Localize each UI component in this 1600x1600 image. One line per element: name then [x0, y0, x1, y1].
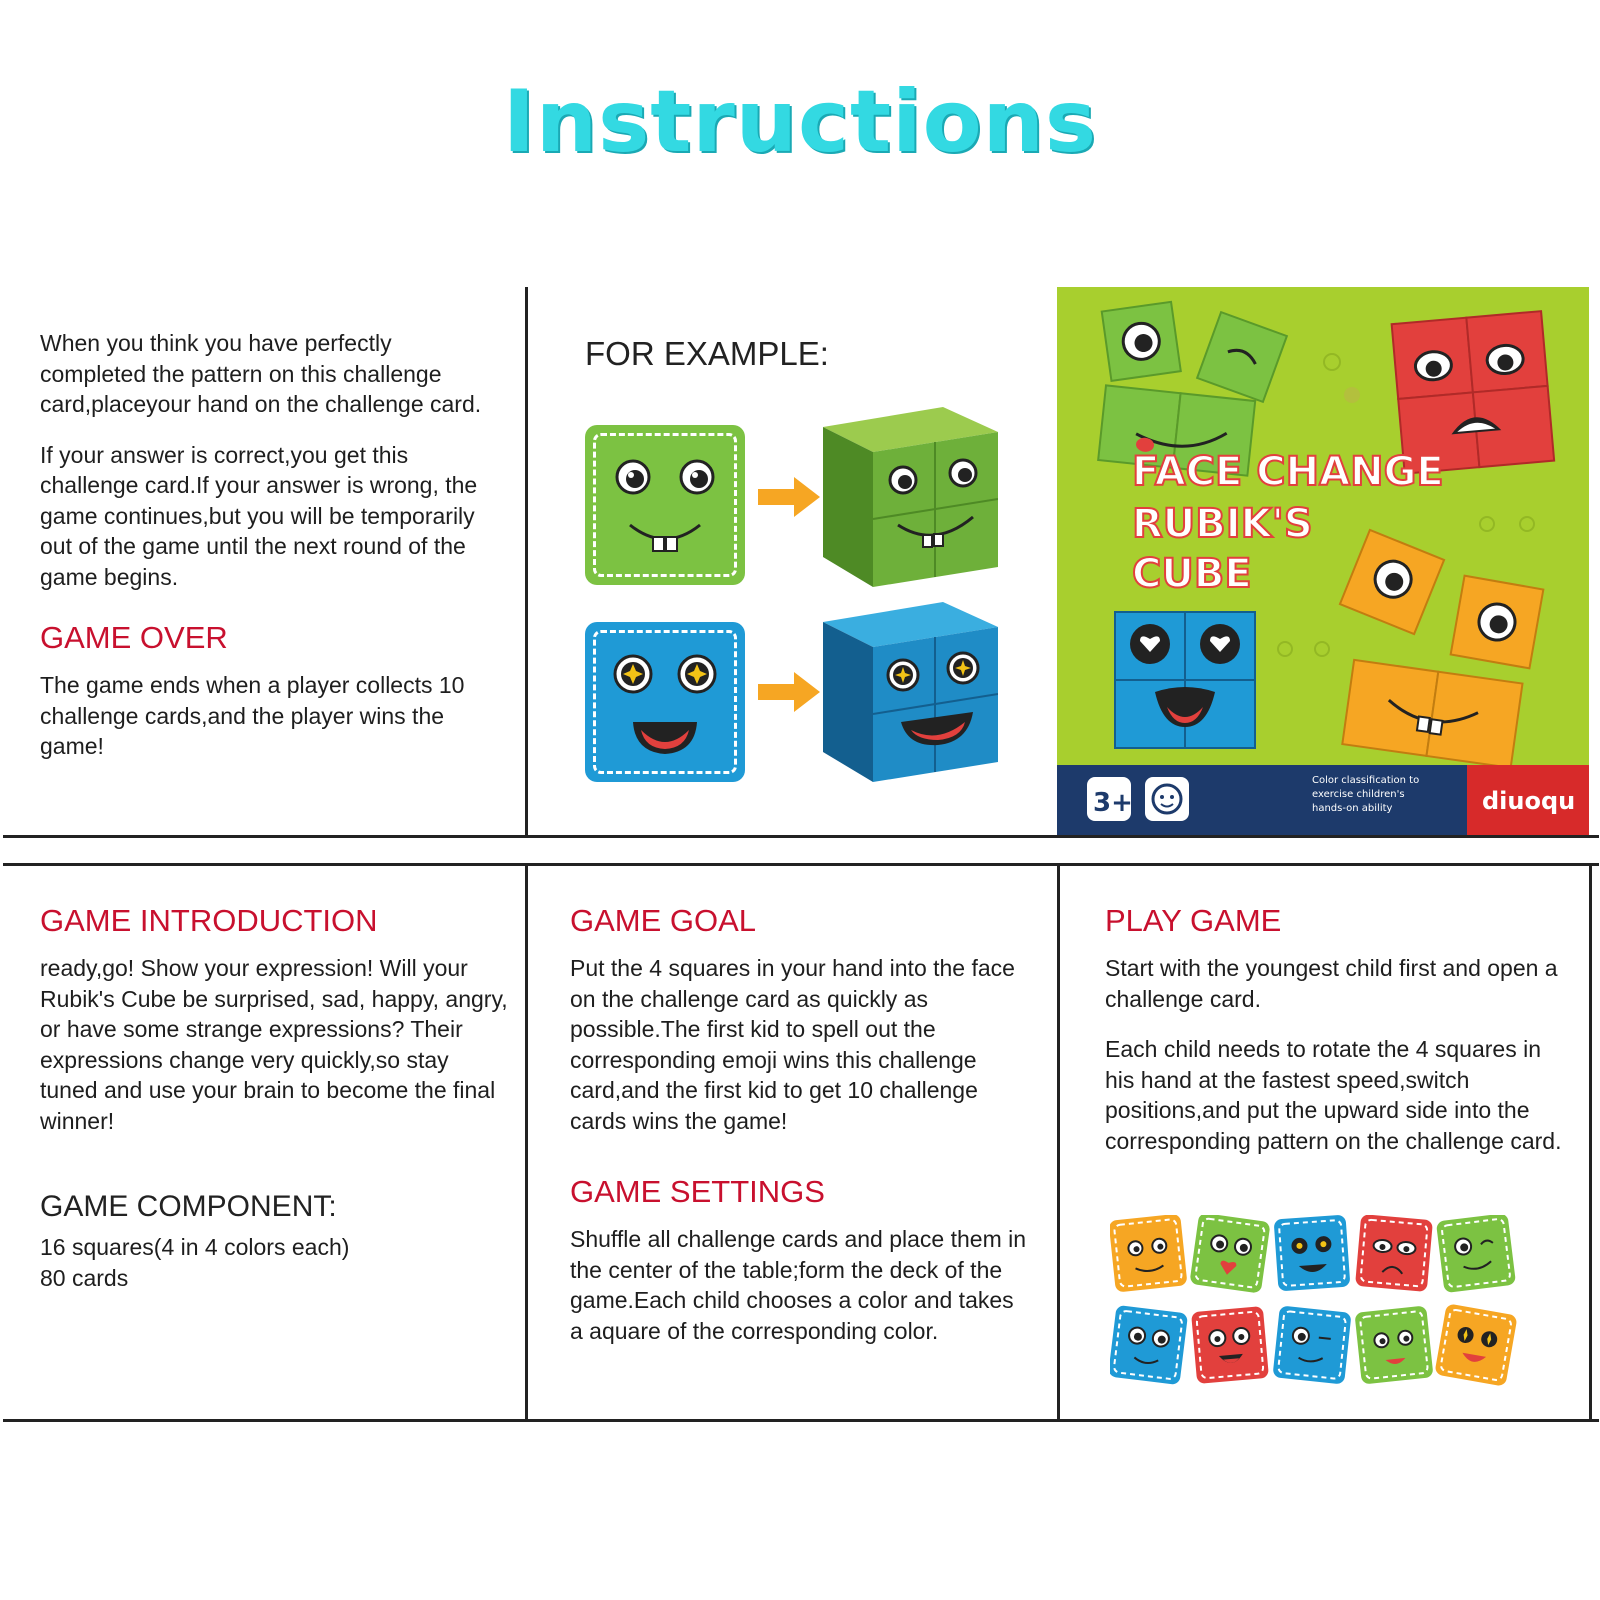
game-goal-heading: GAME GOAL [570, 903, 757, 938]
play-game-paragraph-2: Each child needs to rotate the 4 squares in his hand at the fastest speed,switch positions,and put the upward side into the corresponding pattern on the challenge card. [1105, 1036, 1562, 1154]
example-panel [528, 287, 1056, 835]
divider-bottom-edge [1589, 863, 1592, 1421]
game-introduction-text: ready,go! Show your expression! Will your Rubik's Cube be surprised, sad, happy, angry, or have some strange expressions? Their expressions change very quickly,so stay tuned and use your brain to become the final winner! [40, 955, 508, 1134]
rules-paragraph-1: When you think you have perfectly completed the pattern on this challenge card,placeyour hand on the challenge card. [40, 330, 482, 417]
arrow-right-icon [758, 672, 820, 712]
green-cube [823, 407, 998, 587]
green-challenge-card [585, 425, 745, 585]
face-squares-collection [1110, 1215, 1530, 1390]
page-title: Instructions [502, 72, 1098, 172]
box-title-line-3: CUBE [1132, 551, 1252, 597]
box-artwork [1057, 287, 1589, 835]
game-settings-text: Shuffle all challenge cards and place them in the center of the table;form the deck of the game.Each child chooses a color and takes a aquare of the corresponding color. [570, 1226, 1027, 1344]
divider-bottom-top [3, 863, 1599, 866]
intro-panel [40, 903, 510, 1293]
play-game-heading: PLAY GAME [1105, 903, 1282, 938]
game-component-heading: GAME COMPONENT: [40, 1190, 337, 1223]
game-settings-heading: GAME SETTINGS [570, 1174, 825, 1209]
divider-bottom-bottom [3, 1419, 1599, 1422]
goal-panel [570, 903, 1030, 1366]
rules-paragraph-2: If your answer is correct,you get this challenge card.If your answer is wrong, the game continues,but you will be temporarily out of the game until the next round of the game begins. [40, 441, 478, 590]
divider-bottom-right [1057, 863, 1060, 1421]
game-over-text: The game ends when a player collects 10 challenge cards,and the player wins the game! [40, 672, 465, 759]
smiling-face-icon [585, 425, 745, 585]
game-introduction-heading: GAME INTRODUCTION [40, 903, 378, 938]
rules-panel [40, 328, 500, 782]
box-tagline-1: Color classification to [1312, 775, 1420, 786]
game-goal-text: Put the 4 squares in your hand into the face on the challenge card as quickly as possible.The first kid to spell out the corresponding emoji wins this challenge card,and the first kid to get 10 challenge cards wins the game! [570, 955, 1015, 1134]
blue-cube [823, 602, 998, 782]
box-title-line-1: FACE CHANGE [1132, 449, 1444, 495]
component-line-1: 16 squares(4 in 4 colors each) [40, 1234, 350, 1260]
arrow-right-icon [758, 477, 820, 517]
product-box [1057, 287, 1589, 835]
age-badge: 3+ [1093, 788, 1133, 818]
box-tagline-3: hands-on ability [1312, 803, 1393, 814]
divider-top-bottom [3, 835, 1599, 838]
component-line-2: 80 cards [40, 1264, 129, 1291]
play-game-paragraph-1: Start with the youngest child first and open a challenge card. [1105, 955, 1558, 1012]
example-heading: FOR EXAMPLE: [585, 335, 829, 372]
divider-bottom-left [525, 863, 528, 1421]
blue-challenge-card [585, 622, 745, 782]
star-eyes-face-icon [585, 622, 745, 782]
brand-logo: diuoqu [1482, 787, 1576, 815]
play-panel [1105, 903, 1565, 1176]
box-tagline-2: exercise children's [1312, 789, 1405, 800]
game-over-heading: GAME OVER [40, 620, 228, 655]
box-title-line-2: RUBIK'S [1132, 501, 1313, 547]
